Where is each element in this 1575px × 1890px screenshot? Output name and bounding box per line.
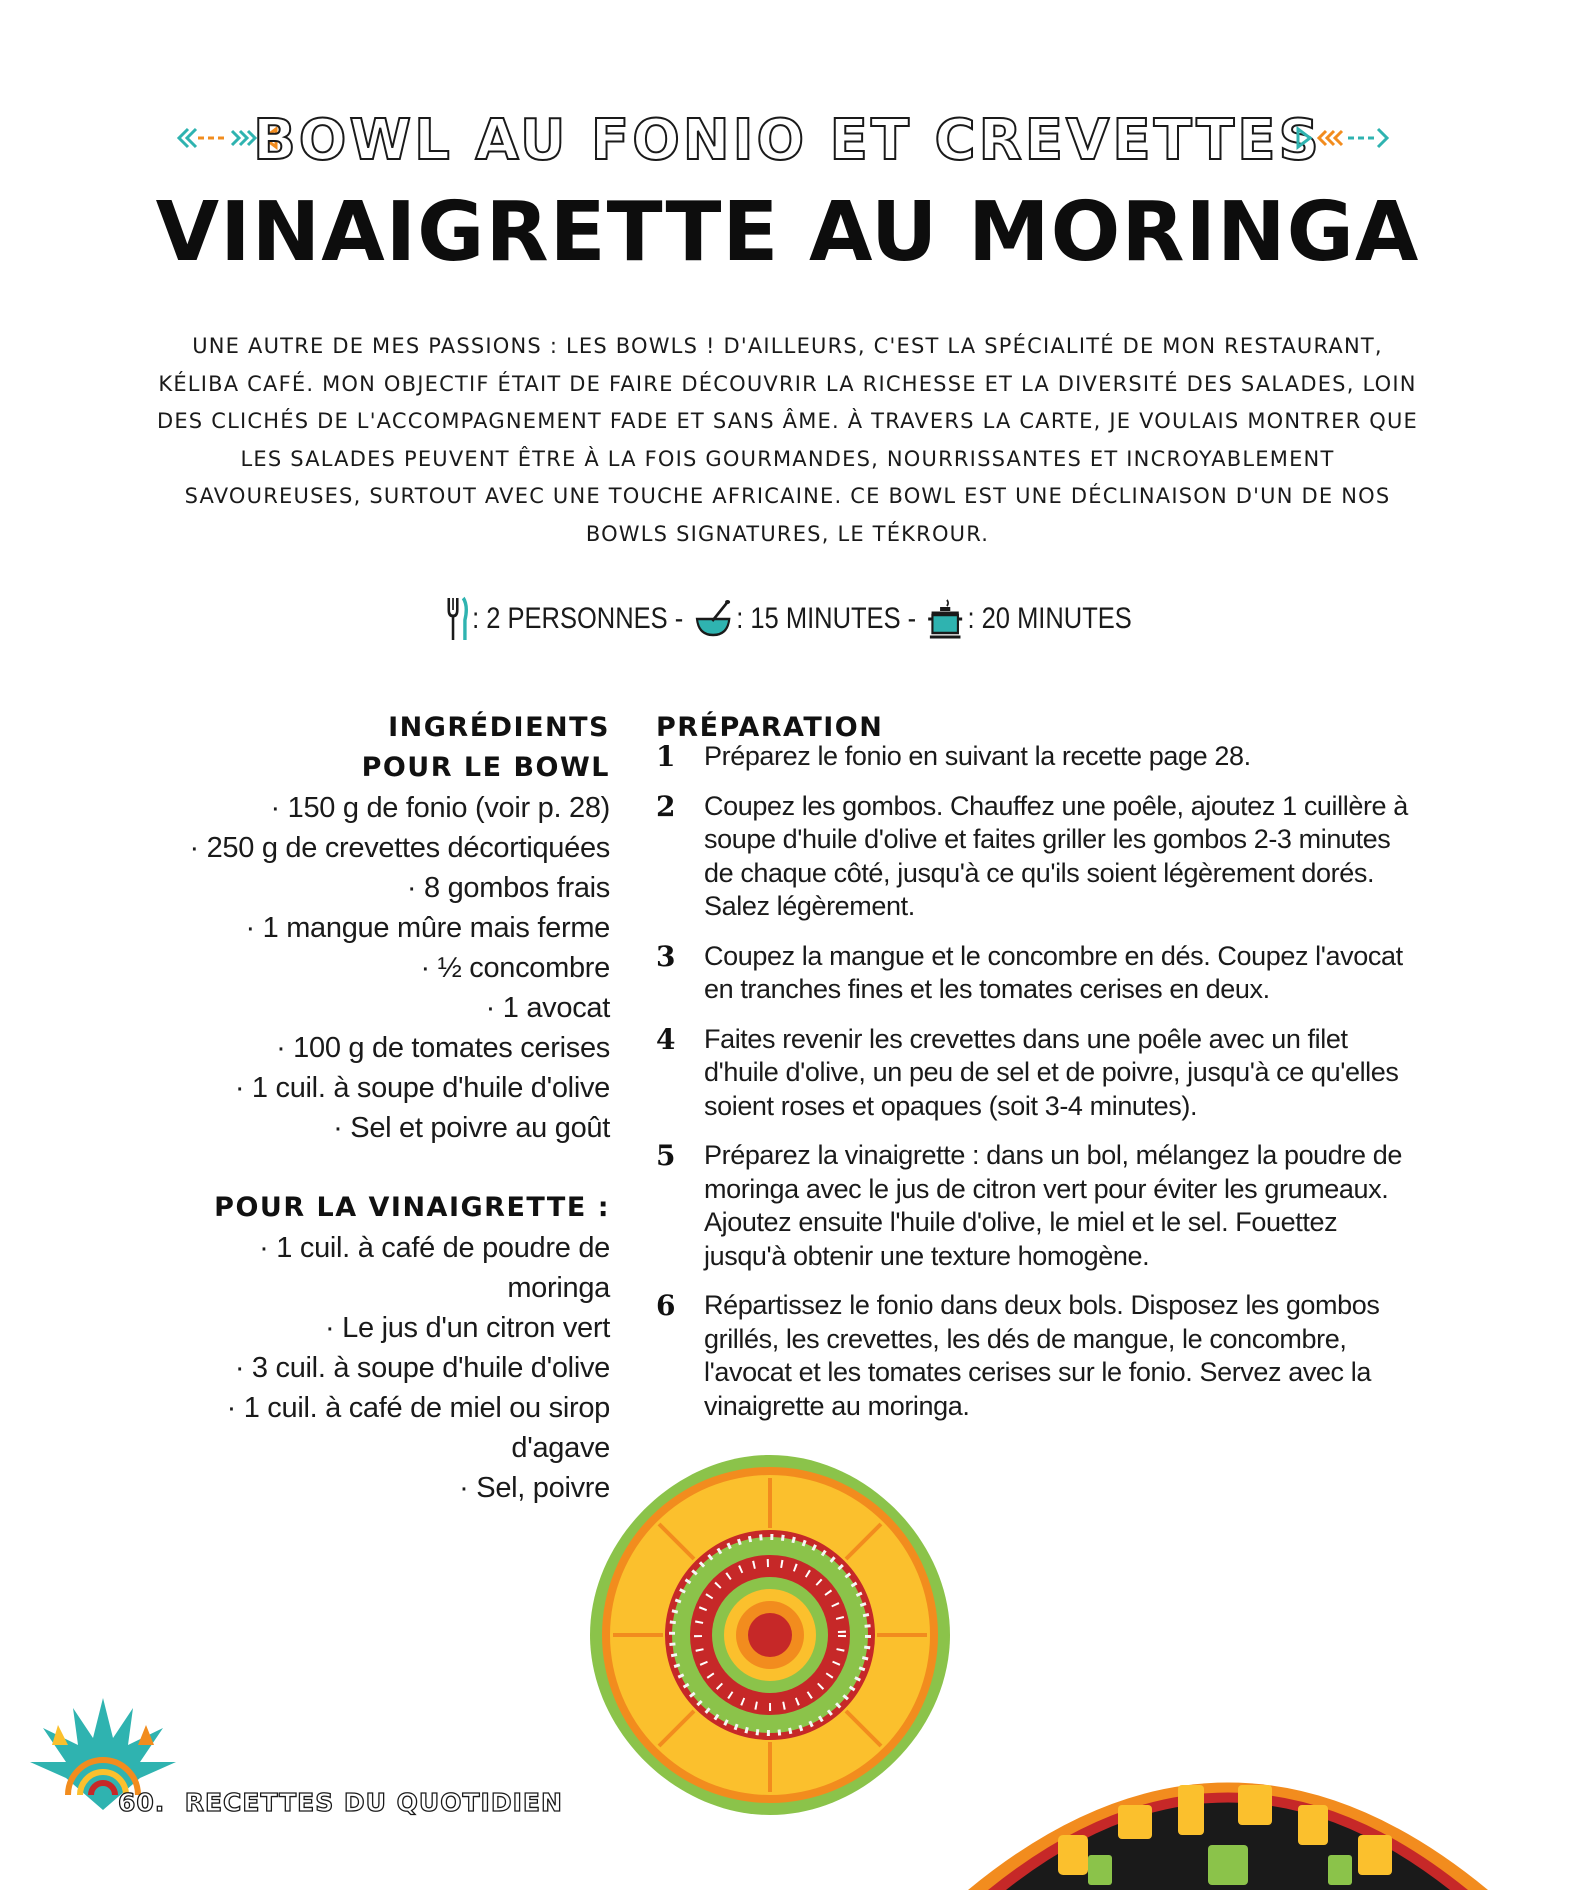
list-item: · 1 cuil. à café de miel ou sirop d'agave xyxy=(226,1392,610,1464)
decorative-mandala-plate-icon xyxy=(585,1450,955,1820)
bowl-ingredients-list xyxy=(170,788,610,1148)
step-3 xyxy=(656,940,1416,1007)
list-item: · 8 gombos frais xyxy=(406,872,610,904)
step-number: 2 xyxy=(656,789,676,823)
bowl-subheading: POUR LE BOWL xyxy=(361,752,610,783)
preparation-heading: PRÉPARATION xyxy=(656,712,884,743)
footer-page-label: 60. RECETTES DU QUOTIDIEN xyxy=(118,1788,563,1817)
step-number: 6 xyxy=(656,1289,676,1322)
cooking-pot-icon xyxy=(927,597,964,641)
servings-text: : 2 PERSONNES - xyxy=(472,602,691,635)
list-item: · 1 avocat xyxy=(485,992,610,1024)
list-item: · 3 cuil. à soupe d'huile d'olive xyxy=(234,1352,610,1384)
step-text: Faites revenir les crevettes dans une poêle avec un filet d'huile d'olive, un peu de sel et de poivre, jusqu'à ce qu'elles soient roses et opaques (soit 3-4 minutes). xyxy=(704,1023,1399,1121)
arrow-ornament-right-icon xyxy=(1288,125,1398,151)
step-number: 1 xyxy=(656,740,676,773)
ingredients-heading: INGRÉDIENTS xyxy=(388,712,610,743)
step-number: 5 xyxy=(656,1139,676,1172)
step-4 xyxy=(656,1023,1416,1124)
step-text: Répartissez le fonio dans deux bols. Disposez les gombos grillés, les crevettes, les dés de mangue, le concombre, l'avocat et les tomates cerises sur le fonio. Servez avec la vinaigrette au moringa. xyxy=(704,1290,1380,1421)
step-text: Préparez le fonio en suivant la recette page 28. xyxy=(704,741,1251,771)
list-item: · Sel et poivre au goût xyxy=(333,1112,610,1144)
dressing-subheading: POUR LA VINAIGRETTE : xyxy=(214,1192,610,1223)
step-text: Coupez les gombos. Chauffez une poêle, ajoutez 1 cuillère à soupe d'huile d'olive et faites griller les gombos 2-3 minutes de chaque côté, jusqu'à ce qu'ils soient légèrement dorés. Salez légèrement. xyxy=(704,790,1408,921)
list-item: · 250 g de crevettes décortiquées xyxy=(189,832,610,864)
step-6 xyxy=(656,1289,1416,1423)
intro-paragraph: UNE AUTRE DE MES PASSIONS : LES BOWLS ! D'AILLEURS, C'EST LA SPÉCIALITÉ DE MON RESTAURANT, KÉLIBA CAFÉ. MON OBJECTIF ÉTAIT DE FAIRE DÉCOUVRIR LA RICHESSE ET LA DIVERSITÉ DES SALADES, LOIN DES CLICHÉS DE L'ACCOMPAGNEMENT FADE ET SANS ÂME. À TRAVERS LA CARTE, JE VOULAIS MONTRER QUE LES SALADES PEUVENT ÊTRE À LA FOIS GOURMANDES, NOURRISSANTES ET INCROYABLEMENT SAVOUREUSES, SURTOUT AVEC UNE TOUCHE AFRICAINE. CE BOWL EST UNE DÉCLINAISON D'UN DE NOS BOWLS SIGNATURES, LE TÉKROUR. xyxy=(156,334,1419,546)
list-item: · 100 g de tomates cerises xyxy=(276,1032,610,1064)
ingredients-column xyxy=(170,708,610,1508)
mixing-bowl-icon xyxy=(694,599,733,639)
recipe-meta xyxy=(118,596,1457,642)
list-item: · 1 mangue mûre mais ferme xyxy=(245,912,610,944)
fork-knife-icon xyxy=(447,596,469,642)
list-item: · Sel, poivre xyxy=(459,1472,610,1504)
step-1 xyxy=(656,740,1416,774)
cook-time-text: : 20 MINUTES xyxy=(967,602,1132,635)
step-5 xyxy=(656,1139,1416,1273)
recipe-title-line2: VINAIGRETTE AU MORINGA xyxy=(155,185,1420,280)
list-item: · Le jus d'un citron vert xyxy=(325,1312,610,1344)
prep-time-text: : 15 MINUTES - xyxy=(736,602,924,635)
preparation-column xyxy=(656,708,1416,1439)
list-item: · 150 g de fonio (voir p. 28) xyxy=(270,792,610,824)
list-item: · 1 cuil. à café de poudre de moringa xyxy=(259,1232,610,1304)
step-number: 3 xyxy=(656,939,676,973)
step-2 xyxy=(656,790,1416,924)
decorative-patterned-bowl-icon xyxy=(968,1715,1488,1890)
step-text: Coupez la mangue et le concombre en dés. Coupez l'avocat en tranches fines et les tomates cerises en deux. xyxy=(704,940,1403,1004)
list-item: · ½ concombre xyxy=(420,952,610,984)
step-text: Préparez la vinaigrette : dans un bol, mélangez la poudre de moringa avec le jus de citron vert pour éviter les grumeaux. Ajoutez ensuite l'huile d'olive, le miel et le sel. Fouettez jusqu'à obtenir une texture homogène. xyxy=(704,1140,1402,1271)
recipe-title-line1: BOWL AU FONIO ET CREVETTES xyxy=(253,108,1322,173)
step-number: 4 xyxy=(656,1022,676,1056)
list-item: · 1 cuil. à soupe d'huile d'olive xyxy=(234,1072,610,1104)
dressing-ingredients-list xyxy=(170,1228,610,1508)
